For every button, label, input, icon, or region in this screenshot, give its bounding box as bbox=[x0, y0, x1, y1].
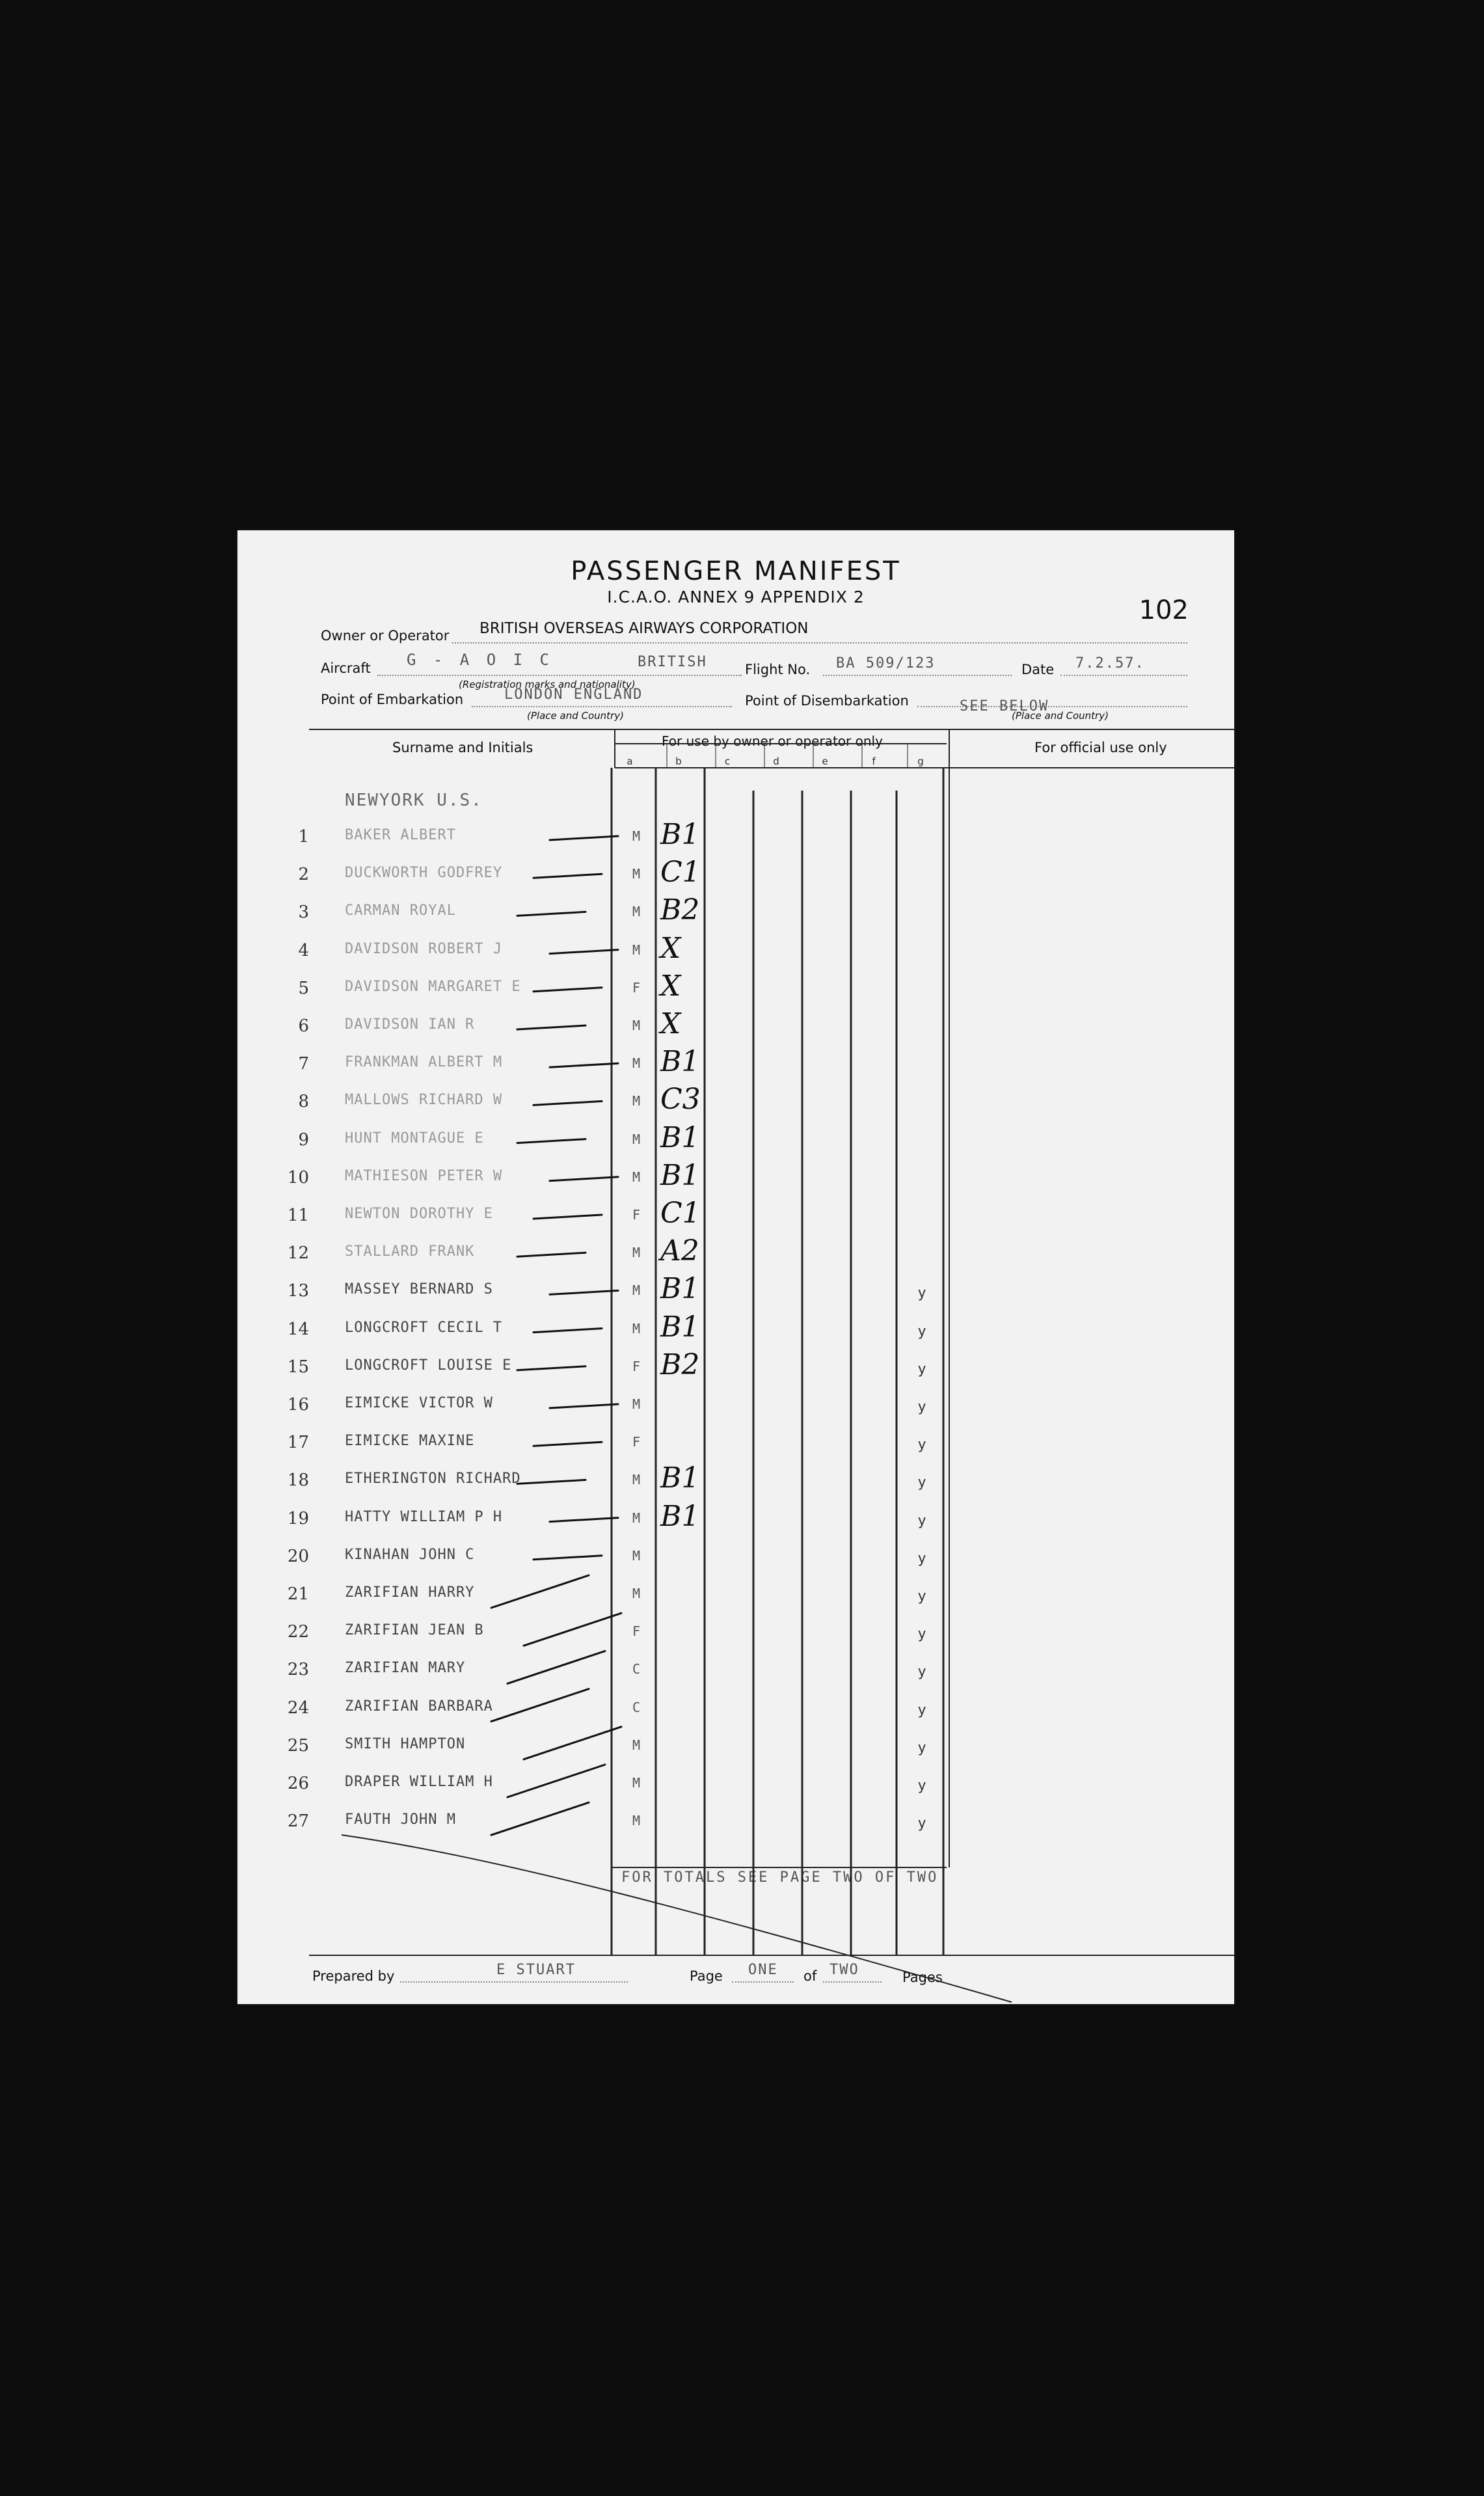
page-value: ONE bbox=[748, 1962, 778, 1978]
fare-grade: B1 bbox=[660, 1310, 700, 1344]
fare-grade: B2 bbox=[660, 893, 700, 927]
passenger-name: NEWTON DOROTHY E bbox=[345, 1206, 493, 1222]
pen-stroke bbox=[550, 1063, 618, 1067]
official-mark: y bbox=[917, 1815, 926, 1832]
embark-label: Point of Embarkation bbox=[321, 692, 464, 707]
pen-stroke bbox=[533, 1556, 602, 1560]
form-rules bbox=[237, 530, 1234, 2004]
passenger-name: ZARIFIAN MARY bbox=[345, 1660, 466, 1677]
row-number: 2 bbox=[298, 865, 309, 885]
pen-stroke bbox=[550, 1404, 618, 1408]
passenger-name: CARMAN ROYAL bbox=[345, 902, 456, 919]
owner-value: BRITISH OVERSEAS AIRWAYS CORPORATION bbox=[479, 620, 809, 637]
row-number: 21 bbox=[287, 1584, 309, 1604]
fare-grade: X bbox=[660, 1007, 681, 1040]
disembark-value: SEE BELOW bbox=[960, 698, 1049, 714]
row-number: 19 bbox=[287, 1508, 309, 1528]
passenger-sex: M bbox=[632, 1547, 641, 1564]
passenger-sex: F bbox=[632, 1434, 641, 1450]
fare-grade: B1 bbox=[660, 1045, 700, 1079]
passenger-sex: M bbox=[632, 1472, 641, 1488]
passenger-name: HUNT MONTAGUE E bbox=[345, 1130, 484, 1146]
row-number: 7 bbox=[298, 1054, 309, 1074]
passenger-sex: M bbox=[632, 1018, 641, 1033]
fare-grade: X bbox=[660, 931, 681, 965]
passenger-name: ZARIFIAN JEAN B bbox=[345, 1622, 484, 1639]
totals-note: FOR TOTALS SEE PAGE TWO OF TWO bbox=[621, 1869, 939, 1886]
fare-grade: A2 bbox=[660, 1234, 699, 1268]
passenger-name: ZARIFIAN HARRY bbox=[345, 1584, 475, 1601]
row-number: 25 bbox=[287, 1735, 309, 1756]
passenger-name: LONGCROFT CECIL T bbox=[345, 1319, 503, 1336]
fare-grade: X bbox=[660, 969, 681, 1003]
passenger-name: ETHERINGTON RICHARD bbox=[345, 1471, 521, 1487]
disembark-label: Point of Disembarkation bbox=[745, 693, 909, 709]
passenger-name: DRAPER WILLIAM H bbox=[345, 1774, 493, 1790]
row-number: 3 bbox=[298, 902, 309, 923]
fare-grade: B2 bbox=[660, 1348, 700, 1381]
pen-stroke bbox=[517, 1366, 586, 1370]
official-mark: y bbox=[917, 1361, 926, 1377]
date-value: 7.2.57. bbox=[1075, 655, 1145, 671]
flight-label: Flight No. bbox=[745, 662, 811, 677]
subcol-e: e bbox=[822, 755, 828, 767]
passenger-name: EIMICKE MAXINE bbox=[345, 1433, 475, 1450]
official-mark: y bbox=[917, 1474, 926, 1491]
pen-stroke bbox=[550, 1177, 618, 1181]
passenger-sex: M bbox=[632, 1737, 641, 1753]
of-label: of bbox=[803, 1968, 817, 1984]
col-surname-header: Surname and Initials bbox=[392, 740, 533, 755]
official-mark: y bbox=[917, 1588, 926, 1605]
pen-stroke bbox=[517, 1025, 586, 1029]
passenger-name: DAVIDSON MARGARET E bbox=[345, 978, 521, 995]
passenger-sex: F bbox=[632, 1207, 641, 1223]
passenger-sex: M bbox=[632, 1813, 641, 1829]
passenger-sex: M bbox=[632, 1131, 641, 1147]
row-number: 20 bbox=[287, 1546, 309, 1566]
pen-stroke bbox=[491, 1802, 589, 1835]
passenger-name: HATTY WILLIAM P H bbox=[345, 1508, 503, 1525]
official-mark: y bbox=[917, 1702, 926, 1718]
of-value: TWO bbox=[830, 1962, 859, 1978]
pen-stroke bbox=[533, 988, 602, 992]
passenger-sex: M bbox=[632, 1169, 641, 1185]
row-number: 4 bbox=[298, 940, 309, 960]
official-mark: y bbox=[917, 1323, 926, 1340]
row-number: 1 bbox=[298, 827, 309, 847]
pages-label: Pages bbox=[902, 1970, 943, 1985]
passenger-sex: M bbox=[632, 1055, 641, 1072]
passenger-sex: M bbox=[632, 1245, 641, 1261]
passenger-sex: M bbox=[632, 1093, 641, 1109]
passenger-name: FRANKMAN ALBERT M bbox=[345, 1054, 503, 1071]
passenger-name: DAVIDSON ROBERT J bbox=[345, 940, 503, 957]
row-number: 18 bbox=[287, 1471, 309, 1491]
registration-note: (Registration marks and nationality) bbox=[459, 679, 636, 690]
embark-value: LONDON ENGLAND bbox=[504, 686, 643, 703]
passenger-sex: M bbox=[632, 1586, 641, 1601]
subcol-g: g bbox=[917, 755, 924, 767]
passenger-sex: F bbox=[632, 979, 641, 996]
subcol-b: b bbox=[675, 755, 682, 767]
row-number: 11 bbox=[287, 1206, 309, 1225]
row-number: 26 bbox=[287, 1774, 309, 1793]
passenger-sex: M bbox=[632, 1396, 641, 1412]
pen-stroke bbox=[517, 1480, 586, 1484]
subcol-f: f bbox=[872, 755, 876, 767]
official-mark: y bbox=[917, 1285, 926, 1302]
col-owner-use-header: For use by owner or operator only bbox=[662, 733, 883, 749]
prepared-label: Prepared by bbox=[312, 1968, 395, 1984]
passenger-name: DAVIDSON IAN R bbox=[345, 1016, 475, 1033]
destination-heading: NEWYORK U.S. bbox=[345, 791, 483, 810]
pen-stroke bbox=[550, 950, 618, 954]
pen-stroke bbox=[507, 1651, 605, 1683]
fare-grade: B1 bbox=[660, 1499, 700, 1533]
subcol-a: a bbox=[627, 755, 633, 767]
passenger-sex: M bbox=[632, 1775, 641, 1791]
passenger-sex: F bbox=[632, 1623, 641, 1640]
row-number: 23 bbox=[287, 1660, 309, 1680]
fare-grade: B1 bbox=[660, 818, 700, 851]
passenger-sex: M bbox=[632, 828, 641, 844]
pen-stroke bbox=[533, 1215, 602, 1219]
date-label: Date bbox=[1021, 662, 1055, 677]
col-official-header: For official use only bbox=[1034, 740, 1167, 755]
document-title: PASSENGER MANIFEST bbox=[571, 556, 901, 586]
passenger-name: SMITH HAMPTON bbox=[345, 1735, 466, 1752]
official-mark: y bbox=[917, 1512, 926, 1529]
row-number: 27 bbox=[287, 1811, 309, 1832]
pen-stroke bbox=[491, 1575, 589, 1608]
fare-grade: C3 bbox=[660, 1083, 701, 1117]
row-number: 17 bbox=[287, 1433, 309, 1453]
fare-grade: B1 bbox=[660, 1272, 700, 1306]
embark-note: (Place and Country) bbox=[527, 710, 624, 722]
row-number: 22 bbox=[287, 1622, 309, 1642]
fare-grade: C1 bbox=[660, 856, 701, 889]
row-number: 15 bbox=[287, 1357, 309, 1377]
row-number: 24 bbox=[287, 1698, 309, 1718]
disembark-note: (Place and Country) bbox=[1012, 710, 1109, 722]
official-mark: y bbox=[917, 1778, 926, 1794]
row-number: 10 bbox=[287, 1167, 309, 1187]
passenger-sex: M bbox=[632, 942, 641, 958]
pen-stroke bbox=[507, 1765, 605, 1797]
passenger-sex: F bbox=[632, 1358, 641, 1374]
flight-value: BA 509/123 bbox=[836, 655, 936, 671]
row-number: 9 bbox=[298, 1130, 309, 1150]
pen-stroke bbox=[533, 1101, 602, 1105]
passenger-name: MASSEY BERNARD S bbox=[345, 1281, 493, 1298]
passenger-name: MATHIESON PETER W bbox=[345, 1167, 503, 1184]
pen-stroke bbox=[517, 1139, 586, 1143]
official-mark: y bbox=[917, 1399, 926, 1415]
prepared-value: E STUART bbox=[496, 1962, 576, 1978]
fare-grade: C1 bbox=[660, 1197, 701, 1230]
passenger-name: BAKER ALBERT bbox=[345, 827, 456, 843]
official-mark: y bbox=[917, 1437, 926, 1454]
document-subtitle: I.C.A.O. ANNEX 9 APPENDIX 2 bbox=[607, 588, 865, 606]
manifest-sheet bbox=[237, 530, 1234, 2004]
row-number: 5 bbox=[298, 978, 309, 998]
row-number: 14 bbox=[287, 1319, 309, 1339]
pen-stroke bbox=[517, 912, 586, 916]
page-label: Page bbox=[690, 1968, 723, 1984]
aircraft-value: G - A O I C bbox=[407, 651, 553, 669]
passenger-sex: C bbox=[632, 1661, 641, 1677]
passenger-name: STALLARD FRANK bbox=[345, 1243, 475, 1260]
pen-stroke bbox=[491, 1689, 589, 1722]
pen-stroke bbox=[524, 1613, 621, 1646]
owner-label: Owner or Operator bbox=[321, 628, 450, 644]
passenger-sex: M bbox=[632, 1282, 641, 1299]
passenger-name: EIMICKE VICTOR W bbox=[345, 1395, 493, 1411]
aircraft-label: Aircraft bbox=[321, 660, 371, 676]
pen-stroke bbox=[517, 1253, 586, 1256]
passenger-sex: M bbox=[632, 1320, 641, 1336]
row-number: 6 bbox=[298, 1016, 309, 1036]
subcol-c: c bbox=[724, 755, 731, 767]
passenger-name: ZARIFIAN BARBARA bbox=[345, 1698, 493, 1715]
pen-stroke bbox=[550, 1290, 618, 1294]
fare-grade: B1 bbox=[660, 1120, 700, 1154]
fare-grade: B1 bbox=[660, 1461, 700, 1495]
row-number: 13 bbox=[287, 1281, 309, 1301]
pen-stroke bbox=[550, 836, 618, 840]
official-mark: y bbox=[917, 1739, 926, 1756]
page-number: 102 bbox=[1139, 595, 1189, 625]
row-number: 16 bbox=[287, 1395, 309, 1415]
pen-stroke bbox=[533, 1442, 602, 1446]
official-mark: y bbox=[917, 1550, 926, 1567]
passenger-sex: C bbox=[632, 1699, 641, 1715]
passenger-name: LONGCROFT LOUISE E bbox=[345, 1357, 512, 1374]
passenger-name: DUCKWORTH GODFREY bbox=[345, 865, 503, 882]
passenger-name: MALLOWS RICHARD W bbox=[345, 1092, 503, 1109]
passenger-sex: M bbox=[632, 1510, 641, 1526]
nationality-value: BRITISH bbox=[638, 654, 707, 670]
pen-stroke bbox=[524, 1727, 621, 1759]
pen-stroke bbox=[533, 874, 602, 878]
official-mark: y bbox=[917, 1626, 926, 1643]
row-number: 8 bbox=[298, 1092, 309, 1112]
pen-stroke bbox=[550, 1518, 618, 1522]
passenger-sex: M bbox=[632, 866, 641, 882]
passenger-name: KINAHAN JOHN C bbox=[345, 1546, 475, 1563]
official-mark: y bbox=[917, 1664, 926, 1681]
passenger-sex: M bbox=[632, 904, 641, 920]
passenger-name: FAUTH JOHN M bbox=[345, 1811, 456, 1828]
subcol-d: d bbox=[773, 755, 779, 767]
fare-grade: B1 bbox=[660, 1158, 700, 1192]
row-number: 12 bbox=[287, 1243, 309, 1264]
pen-stroke bbox=[533, 1329, 602, 1333]
